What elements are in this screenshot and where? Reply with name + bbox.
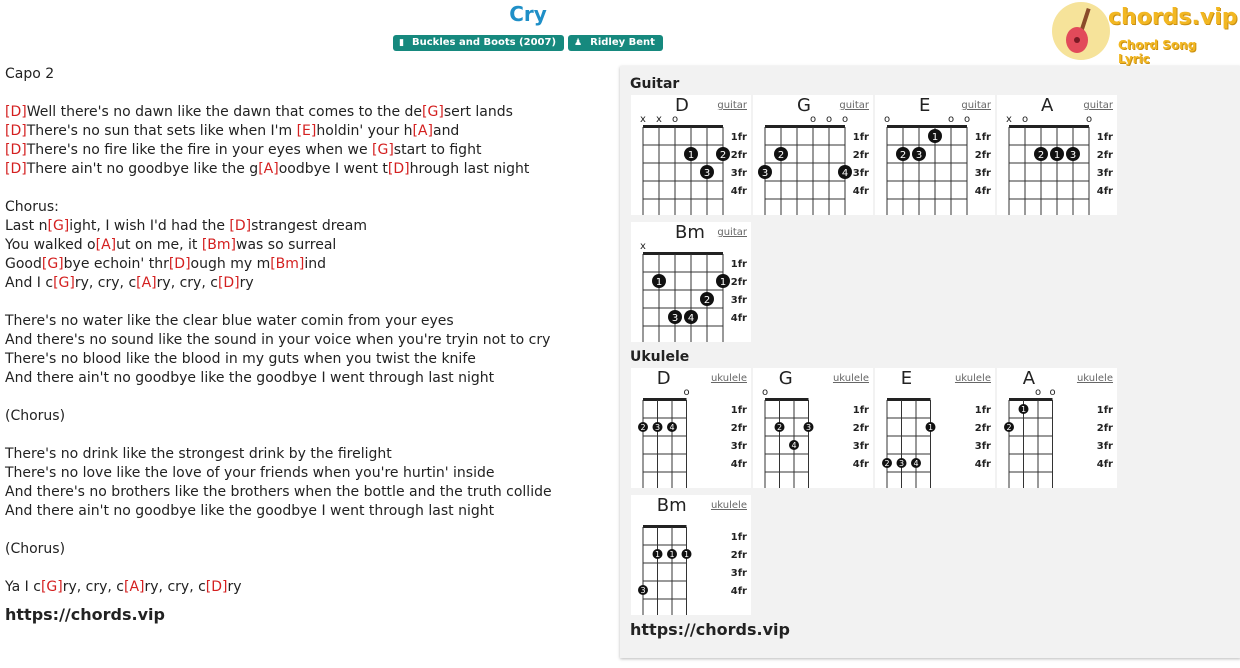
lyric-text: ut on me, it — [116, 237, 202, 253]
lyric-text: Ya I c — [5, 579, 41, 595]
lyric-line — [5, 388, 605, 407]
lyric-line — [5, 274, 605, 293]
chord-marker[interactable]: [G] — [41, 256, 64, 272]
lyric-text: holdin' your h — [316, 123, 413, 139]
chord-marker[interactable]: [E] — [296, 123, 317, 139]
chord-name: D — [675, 95, 689, 116]
lyric-line — [5, 255, 605, 274]
guitar-chord-diagram-d[interactable] — [631, 95, 751, 215]
lyric-text: start to fight — [393, 142, 482, 158]
fret-number-label: 2fr — [974, 150, 991, 161]
finger-number: 4 — [669, 423, 675, 432]
finger-number: 4 — [913, 459, 919, 468]
finger-number: 1 — [931, 132, 939, 143]
open-string-marker: o — [1049, 387, 1056, 398]
finger-number: 3 — [1069, 150, 1077, 161]
lyric-line — [5, 217, 605, 236]
open-string-marker: o — [1034, 387, 1042, 398]
chord-name: G — [778, 368, 793, 389]
nut — [643, 252, 723, 255]
fret-number-label: 1fr — [730, 532, 747, 543]
open-string-marker: o — [841, 114, 849, 125]
fret-number-label: 2fr — [730, 150, 747, 161]
lyric-text: And there ain't no goodbye like the goodbye I went through last night — [5, 503, 495, 519]
nut — [1009, 125, 1089, 128]
fret-number-label: 3fr — [852, 441, 869, 452]
fret-number-label: 4fr — [730, 459, 747, 470]
logo-name: chords.vip — [1108, 5, 1238, 30]
fret-number-label: 4fr — [852, 459, 869, 470]
muted-string-marker: x — [640, 241, 646, 252]
fret-number-label: 2fr — [852, 423, 869, 434]
chord-marker[interactable]: [Bm] — [270, 256, 305, 272]
chord-name: A — [1022, 368, 1036, 389]
fret-number-label: 1fr — [974, 132, 991, 143]
ukulele-heading: Ukulele — [630, 349, 690, 365]
finger-number: 3 — [703, 168, 711, 179]
lyric-line — [5, 350, 605, 369]
nut — [765, 398, 809, 401]
fret-number-label: 3fr — [730, 441, 747, 452]
lyric-line — [5, 141, 605, 160]
chord-instrument-link[interactable]: guitar — [1083, 100, 1113, 111]
chord-name: A — [1041, 95, 1054, 116]
lyric-text: Well there's no dawn like the dawn that comes to the de — [26, 104, 423, 120]
lyric-line — [5, 407, 605, 426]
fret-number-label: 4fr — [730, 186, 747, 197]
lyric-text: and — [432, 123, 460, 139]
chord-marker[interactable]: [A] — [124, 579, 145, 595]
chord-instrument-link[interactable]: guitar — [717, 100, 747, 111]
chord-marker[interactable]: [Bm] — [201, 237, 236, 253]
lyric-line — [5, 445, 605, 464]
lyric-line — [5, 426, 605, 445]
open-string-marker: o — [1085, 114, 1093, 125]
finger-number: 3 — [654, 423, 661, 432]
guitar-chord-diagram-g[interactable] — [753, 95, 873, 215]
site-logo[interactable] — [1052, 2, 1238, 66]
lyric-text: ry — [239, 275, 254, 291]
fret-number-label: 3fr — [730, 295, 747, 306]
fretboard-grid — [997, 95, 1117, 215]
fret-number-label: 1fr — [974, 405, 991, 416]
chord-instrument-link[interactable]: guitar — [961, 100, 991, 111]
open-string-marker: o — [883, 114, 891, 125]
nut — [643, 525, 687, 528]
fret-number-label: 2fr — [852, 150, 869, 161]
lyric-text: And I c — [5, 275, 54, 291]
finger-number: 1 — [654, 550, 661, 559]
chord-marker[interactable]: [D] — [205, 579, 228, 595]
chord-marker[interactable]: [G] — [40, 579, 63, 595]
chord-marker[interactable]: [D] — [5, 123, 27, 139]
fretboard-grid — [875, 95, 995, 215]
fretboard-grid — [753, 95, 873, 215]
chord-instrument-link[interactable]: ukulele — [954, 373, 991, 384]
muted-string-marker: x — [640, 114, 646, 125]
fret-number-label: 3fr — [730, 168, 747, 179]
fret-number-label: 4fr — [974, 186, 991, 197]
lyric-line — [5, 331, 605, 350]
lyric-line — [5, 540, 605, 559]
lyric-line — [5, 103, 605, 122]
finger-number: 1 — [669, 550, 675, 559]
artist-label: Ridley Bent — [590, 37, 655, 48]
lyric-text: Chorus: — [5, 199, 59, 215]
fret-number-label: 2fr — [1096, 150, 1113, 161]
open-string-marker: o — [683, 387, 690, 398]
lyric-text: sert lands — [443, 104, 513, 120]
fret-number-label: 3fr — [974, 168, 991, 179]
lyric-text: Capo 2 — [5, 66, 55, 82]
finger-number: 3 — [761, 168, 769, 179]
finger-number: 1 — [927, 423, 934, 432]
lyric-line — [5, 521, 605, 540]
lyric-line — [5, 84, 605, 103]
lyric-line — [5, 369, 605, 388]
lyric-line — [5, 483, 605, 502]
fret-number-label: 4fr — [730, 313, 747, 324]
nut — [643, 398, 687, 401]
lyric-text: And there's no sound like the sound in your voice when you're tryin not to cry — [5, 332, 551, 348]
lyric-text: hrough last night — [409, 161, 530, 177]
finger-number: 4 — [687, 313, 695, 324]
chord-instrument-link[interactable]: ukulele — [832, 373, 869, 384]
chord-marker[interactable]: [A] — [95, 237, 117, 253]
lyric-line — [5, 160, 605, 179]
nut — [887, 125, 967, 128]
fret-number-label: 2fr — [974, 423, 991, 434]
finger-number: 2 — [1006, 423, 1012, 432]
chord-marker[interactable]: [D] — [217, 275, 240, 291]
lyric-text: There's no blood like the blood in my guts when you twist the knife — [5, 351, 476, 367]
finger-number: 4 — [841, 168, 849, 179]
finger-number: 3 — [671, 313, 679, 324]
lyric-line — [5, 502, 605, 521]
finger-number: 1 — [683, 550, 690, 559]
fret-number-label: 2fr — [730, 277, 747, 288]
chord-name: E — [919, 95, 931, 116]
finger-number: 2 — [1037, 150, 1045, 161]
fret-number-label: 4fr — [730, 586, 747, 597]
fret-number-label: 1fr — [852, 132, 869, 143]
guitar-logo-icon — [1052, 2, 1110, 60]
finger-number: 3 — [915, 150, 923, 161]
finger-number: 1 — [1053, 150, 1061, 161]
guitar-chord-diagram-e[interactable] — [875, 95, 995, 215]
muted-string-marker: x — [1006, 114, 1012, 125]
fret-number-label: 4fr — [1096, 459, 1113, 470]
song-title: Cry — [509, 2, 547, 26]
fretboard-grid — [875, 368, 995, 488]
chord-instrument-link[interactable]: ukulele — [710, 500, 747, 511]
chord-marker[interactable]: [G] — [47, 218, 70, 234]
finger-number: 1 — [1020, 405, 1027, 414]
ukulele-chord-diagram-g[interactable] — [753, 368, 873, 488]
nut — [765, 125, 845, 128]
fret-number-label: 1fr — [730, 132, 747, 143]
chord-marker[interactable]: [D] — [5, 161, 27, 177]
chord-marker[interactable]: [D] — [168, 256, 191, 272]
lyric-line — [5, 464, 605, 483]
fret-number-label: 3fr — [1096, 441, 1113, 452]
chord-marker[interactable]: [D] — [5, 142, 27, 158]
lyric-text: ry, cry, c — [74, 275, 137, 291]
finger-number: 2 — [899, 150, 907, 161]
lyric-text: Good — [5, 256, 42, 272]
ukulele-chord-diagram-bm[interactable] — [631, 495, 751, 615]
lyric-text: There's no sun that sets like when I'm — [26, 123, 297, 139]
chord-marker[interactable]: [D] — [229, 218, 252, 234]
fret-number-label: 2fr — [730, 423, 747, 434]
open-string-marker: o — [1021, 114, 1029, 125]
chord-instrument-link[interactable]: ukulele — [1076, 373, 1113, 384]
lyric-line — [5, 65, 605, 84]
chord-instrument-link[interactable]: guitar — [717, 227, 747, 238]
chord-marker[interactable]: [D] — [387, 161, 410, 177]
panel-footer-url[interactable]: https://chords.vip — [630, 620, 790, 639]
lyric-text: strangest dream — [251, 218, 367, 234]
lyric-line — [5, 179, 605, 198]
song-badges — [0, 35, 1056, 51]
chord-name: G — [797, 95, 811, 116]
fret-number-label: 1fr — [730, 259, 747, 270]
finger-number: 2 — [777, 150, 785, 161]
fret-number-label: 4fr — [1096, 186, 1113, 197]
finger-number: 2 — [884, 459, 890, 468]
lyric-text: ind — [304, 256, 327, 272]
lyric-line — [5, 312, 605, 331]
chord-name: E — [900, 368, 913, 389]
nut — [643, 125, 723, 128]
lyric-line — [5, 236, 605, 255]
finger-number: 3 — [640, 586, 646, 595]
fret-number-label: 3fr — [1096, 168, 1113, 179]
fretboard-grid — [997, 368, 1117, 488]
artist-icon: ♟ — [574, 38, 583, 48]
chord-name: Bm — [656, 495, 687, 516]
chord-instrument-link[interactable]: ukulele — [710, 373, 747, 384]
lyric-line — [5, 293, 605, 312]
open-string-marker: o — [671, 114, 679, 125]
chord-name: D — [656, 368, 671, 389]
muted-string-marker: x — [656, 114, 662, 125]
album-label: Buckles and Boots (2007) — [412, 37, 557, 48]
lyric-text: ight, I wish I'd had the — [69, 218, 230, 234]
lyrics-footer-url[interactable]: https://chords.vip — [5, 605, 165, 624]
chord-diagrams-panel — [620, 66, 1240, 658]
finger-number: 2 — [719, 150, 727, 161]
fret-number-label: 4fr — [852, 186, 869, 197]
fretboard-grid — [631, 222, 751, 342]
lyric-text: bye echoin' thr — [63, 256, 169, 272]
lyrics-block — [5, 65, 605, 624]
lyric-text: oodbye I went t — [278, 161, 388, 177]
open-string-marker: o — [947, 114, 955, 125]
lyric-text: (Chorus) — [5, 408, 66, 424]
finger-number: 2 — [640, 423, 646, 432]
finger-number: 3 — [805, 423, 812, 432]
finger-number: 1 — [655, 277, 663, 288]
finger-number: 1 — [687, 150, 695, 161]
finger-number: 2 — [703, 295, 711, 306]
fret-number-label: 1fr — [852, 405, 869, 416]
lyric-text: There's no drink like the strongest drink by the firelight — [5, 446, 392, 462]
lyric-text: And there's no brothers like the brothers when the bottle and the truth collide — [5, 484, 552, 500]
lyric-text: And there ain't no goodbye like the goodbye I went through last night — [5, 370, 495, 386]
open-string-marker: o — [761, 387, 769, 398]
chord-instrument-link[interactable]: guitar — [839, 100, 869, 111]
finger-number: 4 — [791, 441, 797, 450]
chord-marker[interactable]: [A] — [136, 275, 157, 291]
lyric-text: ry, cry, c — [62, 579, 124, 595]
lyric-line — [5, 122, 605, 141]
lyric-text: ry, cry, c — [144, 579, 206, 595]
album-icon: ▮ — [399, 38, 405, 48]
fret-number-label: 1fr — [730, 405, 747, 416]
finger-number: 1 — [719, 277, 727, 288]
fret-number-label: 2fr — [1096, 423, 1113, 434]
fret-number-label: 3fr — [730, 568, 747, 579]
lyric-text: There's no love like the love of your friends when you're hurtin' inside — [5, 465, 495, 481]
chord-marker[interactable]: [G] — [372, 142, 394, 158]
open-string-marker: o — [825, 114, 833, 125]
fret-number-label: 1fr — [1096, 405, 1113, 416]
fret-number-label: 3fr — [852, 168, 869, 179]
fretboard-grid — [631, 495, 751, 615]
chord-marker[interactable]: [A] — [258, 161, 279, 177]
nut — [887, 398, 931, 401]
lyric-line — [5, 578, 605, 597]
logo-tagline: Chord Song Lyric — [1118, 38, 1197, 66]
lyric-text: (Chorus) — [5, 541, 66, 557]
ukulele-chord-diagram-e[interactable] — [875, 368, 995, 488]
fretboard-grid — [631, 95, 751, 215]
lyric-text: You walked o — [5, 237, 96, 253]
lyric-text: was so surreal — [236, 237, 337, 253]
fret-number-label: 1fr — [1096, 132, 1113, 143]
lyric-text: Last n — [5, 218, 48, 234]
fret-number-label: 3fr — [974, 441, 991, 452]
chord-marker[interactable]: [D] — [5, 104, 27, 120]
lyric-text: There's no fire like the fire in your eyes when we — [26, 142, 373, 158]
lyric-text: ough my m — [190, 256, 271, 272]
lyric-line — [5, 198, 605, 217]
fret-number-label: 2fr — [730, 550, 747, 561]
fretboard-grid — [631, 368, 751, 488]
finger-number: 3 — [898, 459, 905, 468]
guitar-chord-diagram-bm[interactable] — [631, 222, 751, 342]
artist-badge[interactable] — [568, 35, 663, 51]
chord-marker[interactable]: [G] — [53, 275, 75, 291]
fretboard-grid — [753, 368, 873, 488]
lyric-text: ry, cry, c — [156, 275, 218, 291]
finger-number: 2 — [776, 423, 783, 432]
chord-marker[interactable]: [A] — [412, 123, 433, 139]
chord-name: Bm — [675, 222, 705, 243]
open-string-marker: o — [963, 114, 971, 125]
album-badge[interactable] — [393, 35, 564, 51]
lyric-line — [5, 559, 605, 578]
nut — [1009, 398, 1053, 401]
guitar-chord-diagram-a[interactable] — [997, 95, 1117, 215]
ukulele-chord-diagram-d[interactable] — [631, 368, 751, 488]
lyric-text: There ain't no goodbye like the g — [26, 161, 259, 177]
lyric-text: There's no water like the clear blue water comin from your eyes — [5, 313, 454, 329]
ukulele-chord-diagram-a[interactable] — [997, 368, 1117, 488]
lyric-text: ry — [227, 579, 242, 595]
open-string-marker: o — [809, 114, 817, 125]
fret-number-label: 4fr — [974, 459, 991, 470]
chord-marker[interactable]: [G] — [422, 104, 444, 120]
guitar-heading: Guitar — [630, 76, 680, 92]
